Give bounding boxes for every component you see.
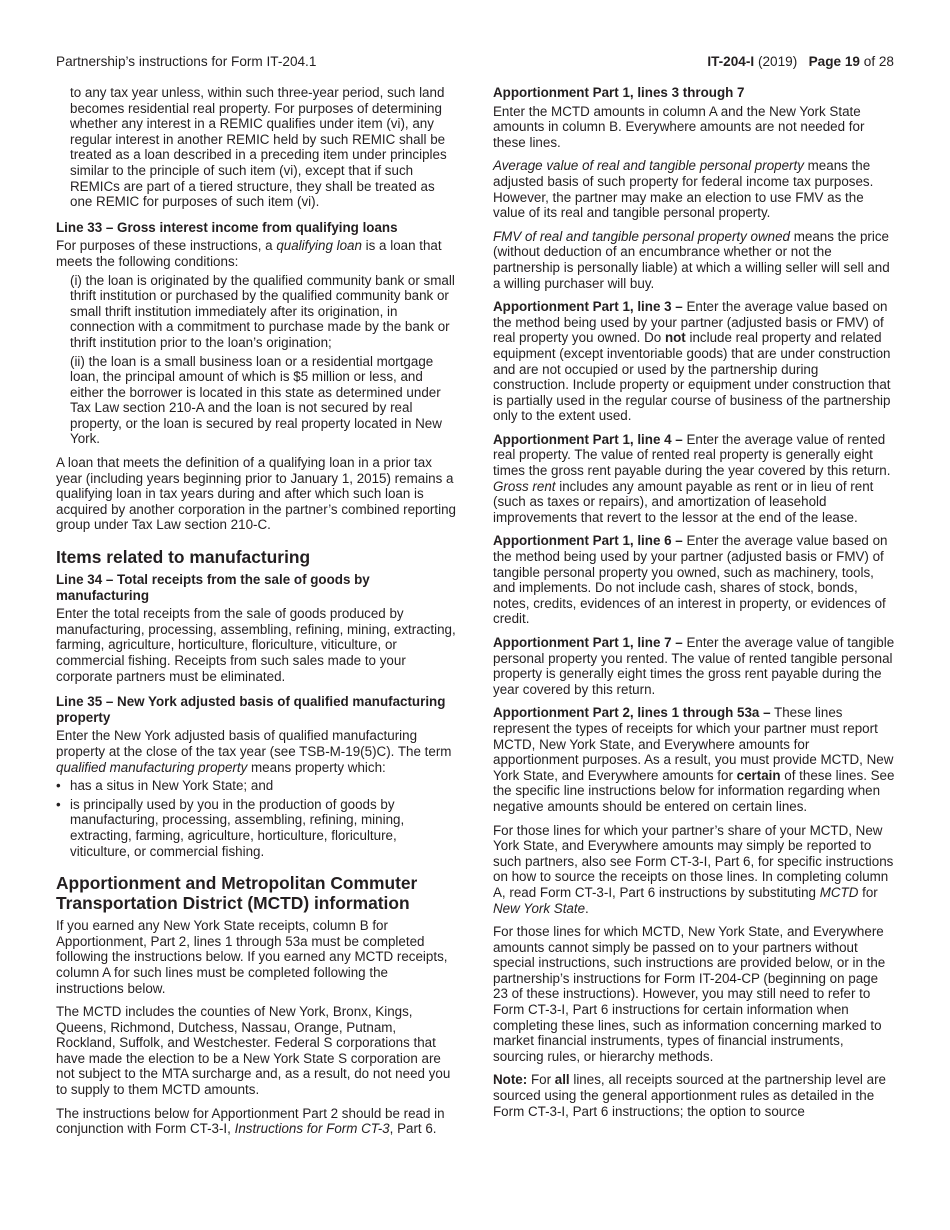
bold-lead: Apportionment Part 1, line 3 – — [493, 299, 683, 315]
bold-lead: Apportionment Part 1, line 7 – — [493, 635, 683, 650]
text-span: for — [858, 884, 878, 900]
emphasis: qualified manufacturing property — [56, 759, 248, 775]
text-span: Enter the New York adjusted basis of qualified manufacturing property at the close of the tax year (see TSB-M-19(5)C). The term — [56, 728, 452, 759]
bold-lead: Note: — [493, 1072, 528, 1088]
text-span: These lines represent the types of receipts for which your partner must report MCTD, New York State, and Everywhere amounts for apportionment purposes. As a result, you must provide MCTD, New York State, and Everywhere amounts for — [493, 705, 894, 783]
line34-paragraph: Enter the total receipts from the sale of goods produced by manufacturing, processing, assembling, refining, mining, extracting, farming, agriculture, horticulture, floriculture, viticulture, or commercial fishing. Receipts from such sales made to your corporate partners must be eliminated. — [56, 606, 456, 684]
apportionment-intro: If you earned any New York State receipts, column B for Apportionment, Part 2, lines 1 through 53a must be completed following the instructions below. If you earned any MCTD receipts, column A for such lines must be completed following the instructions below. — [56, 918, 448, 996]
bullet-item: • has a situs in New York State; and — [56, 778, 458, 794]
line3-paragraph — [493, 299, 895, 424]
emphasis: MCTD — [819, 884, 859, 900]
page-total: of 28 — [859, 54, 894, 69]
line35-heading: Line 35 – New York adjusted basis of qualified manufacturing property — [56, 694, 446, 725]
text-span: Enter the average value based on the method being used by your partner (adjusted basis or FMV) of tangible personal property you owned, such as machinery, tools, and implements. Do not include cash, shares of stock, bonds, notes, credits, evidences of an interest in property, or evidences of credit. — [493, 533, 888, 627]
text-span: of these lines. See the specific line instructions below for information regarding when negative amounts should be entered on certain lines. — [493, 767, 895, 814]
text-span: means property which: — [247, 759, 386, 775]
partner-share-paragraph — [493, 823, 895, 917]
special-instructions-paragraph: For those lines for which MCTD, New York State, and Everywhere amounts cannot simply be passed on to your partners without special instructions, such instructions are provided below, or in the partnership’s instructions for Form IT-204-CP (beginning on page 23 of these instructions). However, you may still need to refer to Form CT-3-I, Part 6 instructions for certain information when completing these lines, such as information concerning marked to market financial instruments, types of financial instruments, sourcing rules, or hierarchy methods. — [493, 924, 886, 1064]
text-span: For purposes of these instructions, a — [56, 238, 277, 254]
right-column — [493, 85, 895, 1127]
bold-lead: Apportionment Part 2, lines 1 through 53a – — [493, 705, 771, 721]
emphasis: Gross rent — [493, 478, 556, 494]
text-span: . — [585, 900, 589, 916]
condition-ii: (ii) the loan is a small business loan or a residential mortgage loan, the principal amount of which is $5 million or less, and either the borrower is located in this state as determined under Tax Law section 210-A and the loan is not secured by real property, or the loan is secured by real property located in New York. — [70, 353, 442, 447]
text-span: means the price (without deduction of an encumbrance whether or not the partnership is personally liable) at which a willing seller will sell and a willing purchaser will buy. — [493, 228, 890, 291]
text-span: For those lines for which your partner’s share of your MCTD, New York State, and Everywhere amounts may simply be reported to such partners, also see Form CT-3-I, Part 6, for specific instructions on how to source the receipts on those lines. In completing column A, read Form CT-3-I, Part 6 instructions by substituting — [493, 822, 894, 900]
part1-heading: Apportionment Part 1, lines 3 through 7 — [493, 85, 745, 100]
mctd-counties-paragraph: The MCTD includes the counties of New York, Bronx, Kings, Queens, Richmond, Dutchess, Nassau, Orange, Putnam, Rockland, Suffolk, and Westchester. Federal S corporations that have made the election to be a New York State S corporation are not subject to the MTA surcharge and, as a result, do not need you to supply to them MCTD amounts. — [56, 1004, 451, 1098]
text-span: includes any amount payable as rent or in lieu of rent (such as taxes or repairs), and amortization of leasehold improvements that revert to the lessor at the end of the lease. — [493, 478, 874, 525]
text-span: include real property and related equipment (except inventoriable goods) that are under construction and are not occupied or used by the partnership during construction. Include property or equipment under construction that is partially used in the regular course of business of the partnership only to the extent used. — [493, 330, 891, 424]
condition-i: (i) the loan is originated by the qualified community bank or small thrift institution or purchased by the qualified community bank or small thrift institution immediately after its origination, in connection with a commitment to purchase made by the bank or thrift institution prior to the loan’s origination; — [70, 272, 455, 350]
text-span: Enter the average value of rented real property. The value of rented real property is generally eight times the gross rent payable during the year covered by this return. — [493, 431, 891, 479]
text-span: For — [527, 1072, 555, 1088]
bold-lead: Apportionment Part 1, line 6 – — [493, 533, 683, 549]
running-header-right — [707, 53, 894, 70]
average-value-paragraph — [493, 158, 895, 220]
bullet-item: • is principally used by you in the production of goods by manufacturing, processing, assembling, refining, mining, extracting, farming, agriculture, horticulture, floriculture, viticulture, or commercial fishing. — [56, 797, 458, 859]
running-header-left: Partnership’s instructions for Form IT-204.1 — [56, 54, 317, 69]
line35-paragraph — [56, 728, 458, 775]
note-paragraph — [493, 1072, 895, 1119]
line34-heading: Line 34 – Total receipts from the sale of goods by manufacturing — [56, 572, 370, 603]
bold-word: certain — [736, 767, 781, 783]
text-span: means the adjusted basis of such property for federal income tax purposes. However, the partner may make an election to use FMV as the value of its real and tangible personal property. — [493, 158, 874, 221]
text-span: , Part 6. — [389, 1121, 437, 1137]
text-span: Enter the average value of tangible personal property you rented. The value of rented tangible personal property is generally eight times the gross rent payable during the year covered by this return. — [493, 635, 895, 697]
manufacturing-heading: Items related to manufacturing — [56, 547, 311, 568]
bold-lead: Apportionment Part 1, line 4 – — [493, 431, 683, 447]
line7-paragraph — [493, 635, 895, 697]
text-span: The instructions below for Apportionment Part 2 should be read in conjunction with Form CT-3-I, — [56, 1105, 445, 1137]
emphasis: FMV of real and tangible personal property owned — [493, 228, 791, 244]
form-number: IT-204-I — [707, 54, 755, 69]
page-number: Page 19 — [808, 54, 860, 69]
line4-paragraph — [493, 432, 895, 526]
emphasis: qualifying loan — [276, 238, 362, 254]
fmv-paragraph — [493, 229, 895, 291]
text-span: lines, all receipts sourced at the partnership level are sourced using the general apportionment rules as detailed in the Form CT-3-I, Part 6 instructions; the option to source — [493, 1072, 886, 1119]
property-bullet-list — [56, 778, 458, 859]
left-column — [56, 85, 458, 1145]
text-span: Enter the average value based on the method being used by your partner (adjusted basis or FMV) of real property you owned. Do — [493, 299, 888, 346]
part1-paragraph: Enter the MCTD amounts in column A and the New York State amounts in column B. Everywhere amounts are not needed for these lines. — [493, 103, 865, 150]
part2-paragraph — [493, 705, 895, 814]
line33-paragraph — [56, 238, 458, 269]
emphasis: New York State — [493, 900, 586, 916]
remic-paragraph: to any tax year unless, within such three-year period, such land becomes residential real property. For purposes of determining whether any interest in a REMIC qualifies under item (vi), any regular interest in another REMIC held by such REMIC shall be treated as a loan described in a preceding item under principles similar to the principle of such item (vi), except that if such REMICs are part of a tiered structure, they shall be treated as one REMIC for purposes of such item (vi). — [70, 85, 447, 210]
line33-heading: Line 33 – Gross interest income from qualifying loans — [56, 219, 398, 235]
form-year: (2019) — [754, 54, 798, 69]
bold-word: all — [554, 1072, 570, 1088]
conjunction-paragraph — [56, 1106, 458, 1137]
apportionment-heading: Apportionment and Metropolitan Commuter Transportation District (MCTD) information — [56, 873, 418, 914]
text-span: is a loan that meets the following conditions: — [56, 238, 442, 269]
emphasis: Average value of real and tangible personal property — [493, 158, 804, 174]
bold-word: not — [664, 330, 686, 346]
emphasis: Instructions for Form CT-3 — [234, 1121, 390, 1137]
prior-year-paragraph: A loan that meets the definition of a qualifying loan in a prior tax year (including years beginning prior to January 1, 2015) remains a qualifying loan in tax years during and after which such loan is acquired by another corporation in the partner’s combined reporting group under Tax Law section 210-C. — [56, 455, 456, 533]
line6-paragraph — [493, 533, 895, 627]
